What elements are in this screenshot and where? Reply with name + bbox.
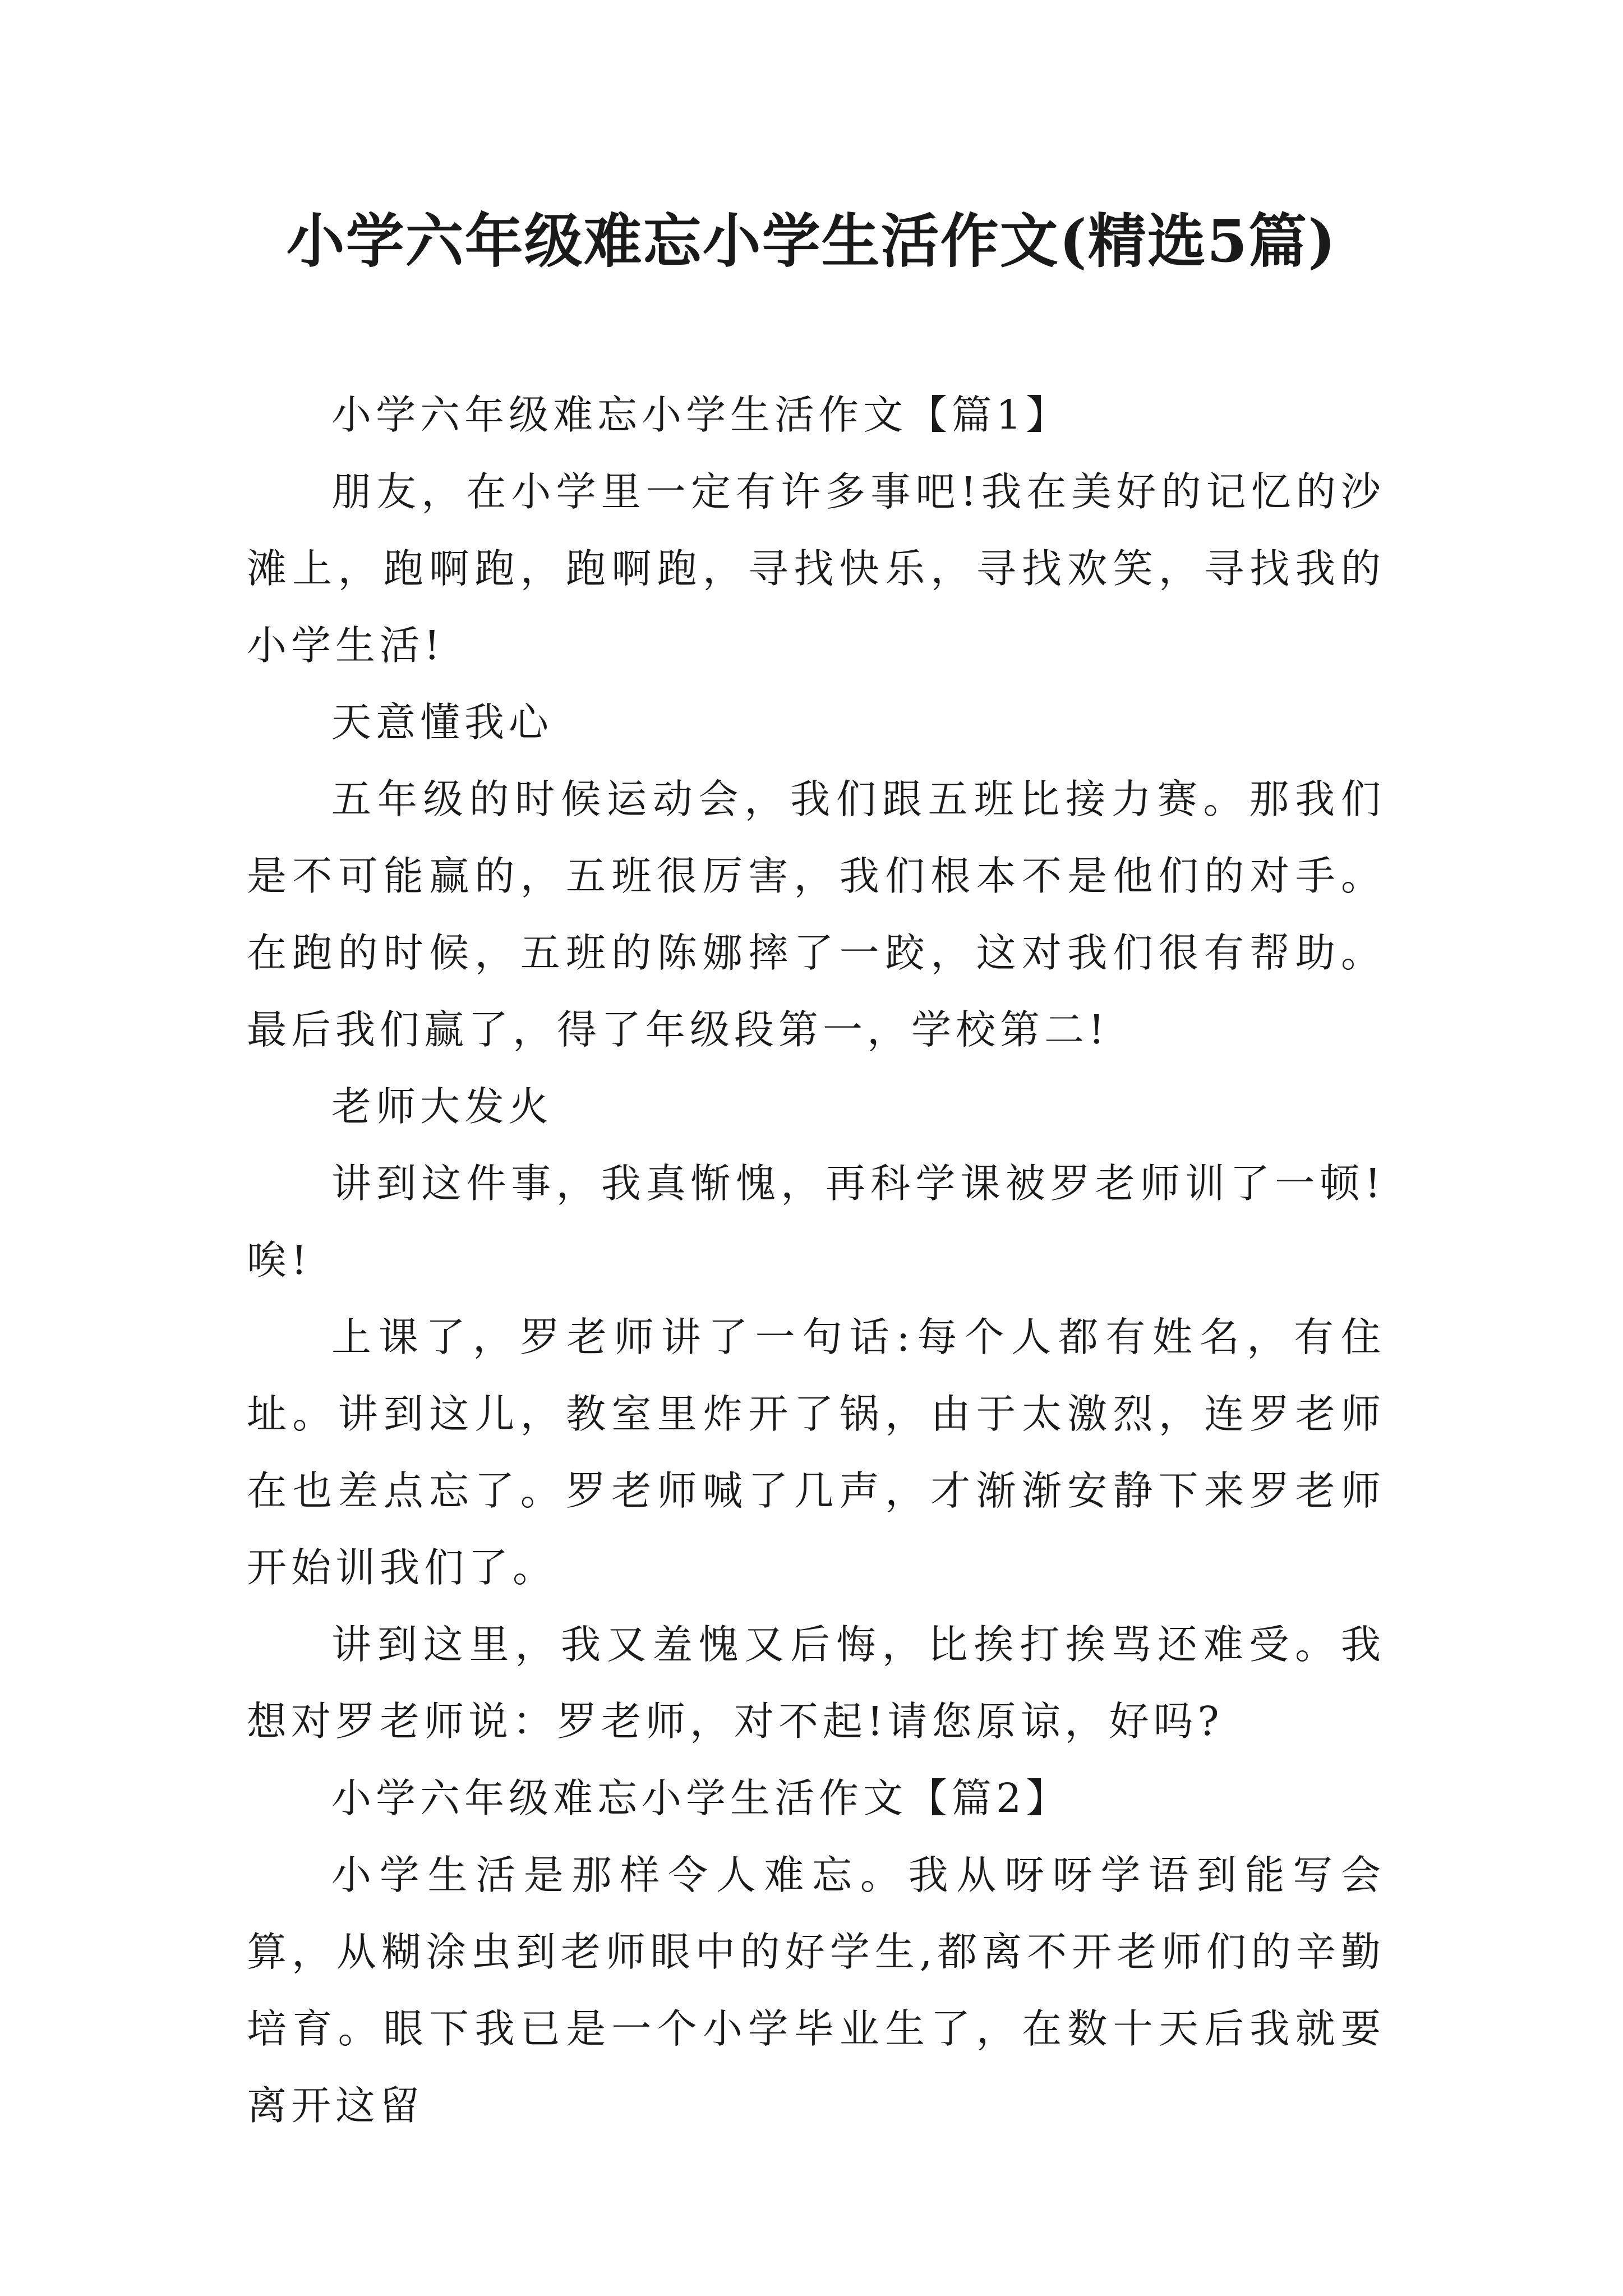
subheading: 天意懂我心	[331, 699, 554, 746]
document-body	[247, 376, 1385, 2144]
document-title: 小学六年级难忘小学生活作文(精选5篇)	[286, 206, 1337, 275]
paragraph: 上课了，罗老师讲了一句话:每个人都有姓名，有住址。讲到这儿，教室里炸开了锅，由于太激烈，连罗老师在也差点忘了。罗老师喊了几声，才渐渐安静下来罗老师开始训我们了。	[247, 1314, 1385, 1591]
paragraph: 讲到这件事，我真惭愧，再科学课被罗老师训了一顿!唉!	[247, 1160, 1385, 1283]
section-heading-2: 小学六年级难忘小学生活作文【篇2】	[331, 1775, 1071, 1821]
section-heading-1: 小学六年级难忘小学生活作文【篇1】	[331, 392, 1071, 438]
paragraph: 朋友，在小学里一定有许多事吧!我在美好的记忆的沙滩上，跑啊跑，跑啊跑，寻找快乐，寻找欢笑，寻找我的小学生活!	[247, 468, 1385, 669]
paragraph: 五年级的时候运动会，我们跟五班比接力赛。那我们是不可能赢的，五班很厉害，我们根本不是他们的对手。在跑的时候，五班的陈娜摔了一跤，这对我们很有帮助。最后我们赢了，得了年级段第一，学校第二!	[247, 776, 1385, 1053]
paragraph: 讲到这里，我又羞愧又后悔，比挨打挨骂还难受。我想对罗老师说：罗老师，对不起!请您原谅，好吗?	[247, 1621, 1385, 1745]
subheading: 老师大发火	[331, 1083, 554, 1130]
paragraph: 小学生活是那样令人难忘。我从呀呀学语到能写会算，从糊涂虫到老师眼中的好学生,都离不开老师们的辛勤培育。眼下我已是一个小学毕业生了，在数十天后我就要离开这留	[247, 1852, 1385, 2129]
